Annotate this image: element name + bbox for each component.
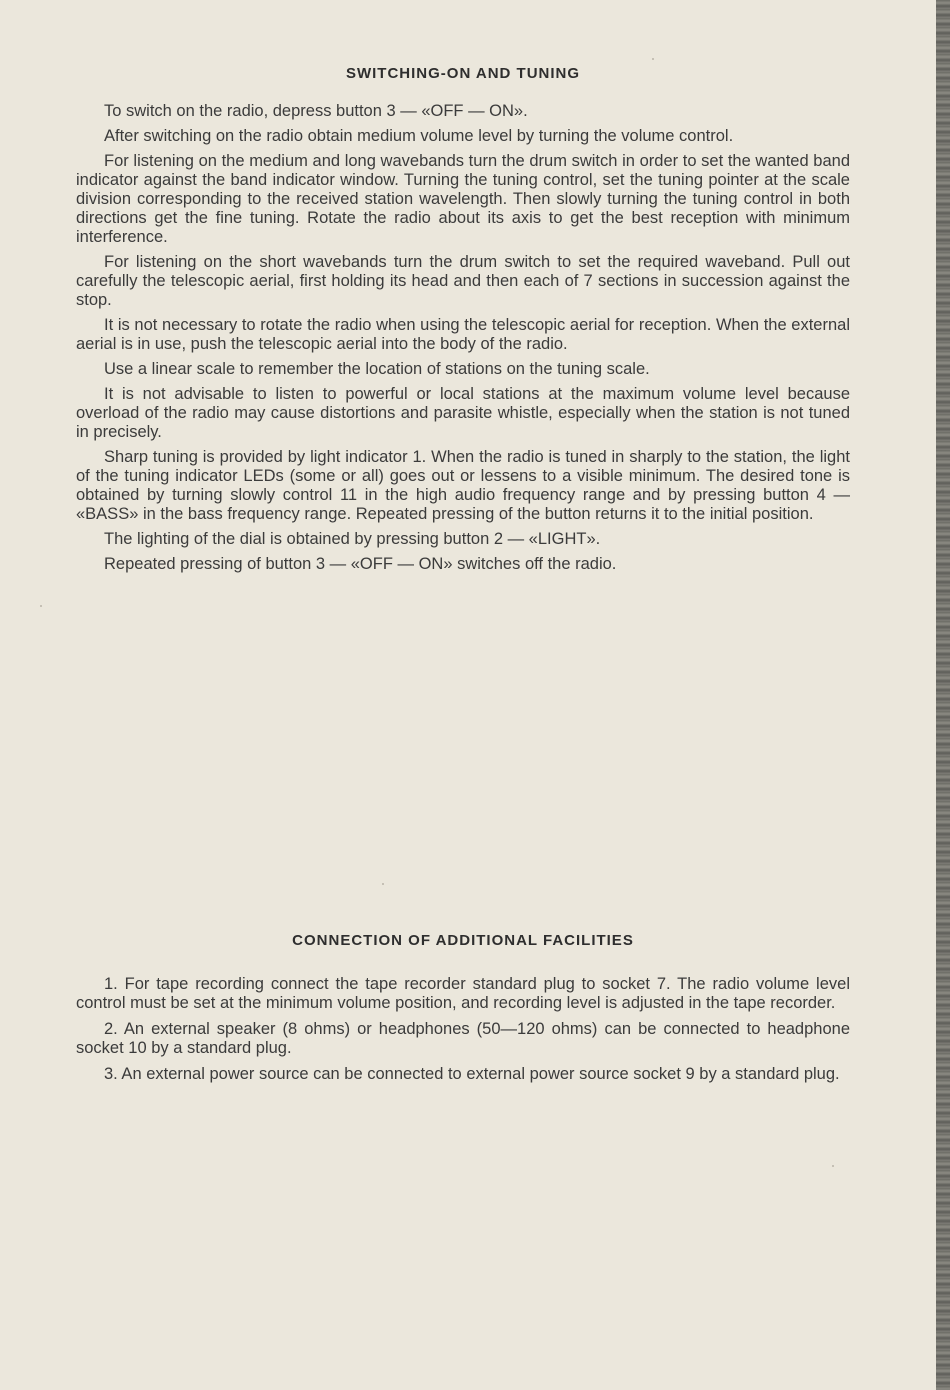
paper-speck bbox=[382, 883, 384, 885]
paragraph: It is not advisable to listen to powerful or local stations at the maximum volume level because overload of the radio may cause distortions and parasite whistle, especially when the station is not tuned in precisely. bbox=[76, 385, 850, 441]
section-title-switching: SWITCHING-ON AND TUNING bbox=[345, 65, 581, 82]
paragraph: It is not necessary to rotate the radio when using the telescopic aerial for reception. When the external aerial is in use, push the telescopic aerial into the body of the radio. bbox=[76, 316, 850, 353]
section-title-connection: CONNECTION OF ADDITIONAL FACILITIES bbox=[292, 932, 634, 949]
paragraph: After switching on the radio obtain medium volume level by turning the volume control. bbox=[104, 127, 734, 145]
connection-section bbox=[76, 932, 850, 1091]
paragraph: For listening on the medium and long wavebands turn the drum switch in order to set the wanted band indicator against the band indicator window. Turning the tuning control, set the tuning pointer at the scale division corresponding to the received station wavelength. Then slowly turning the tuning control in both directions get the fine tuning. Rotate the radio about its axis to get the best reception with minimum interference. bbox=[76, 152, 850, 246]
paragraph: The lighting of the dial is obtained by pressing button 2 — «LIGHT». bbox=[104, 530, 601, 548]
paragraph: Sharp tuning is provided by light indicator 1. When the radio is tuned in sharply to the station, the light of the tuning indicator LEDs (some or all) goes out or lessens to a visible minimum. The desired tone is obtained by turning slowly control 11 in the high audio frequency range and by pressing button 4 — «BASS» in the bass frequency range. Repeated pressing of the button returns it to the initial position. bbox=[76, 448, 850, 523]
switching-on-section bbox=[76, 65, 850, 580]
binding-edge bbox=[936, 0, 950, 1390]
paragraph: 3. An external power source can be connected to external power source socket 9 by a standard plug. bbox=[104, 1065, 840, 1083]
paragraph: 2. An external speaker (8 ohms) or headphones (50—120 ohms) can be connected to headphone socket 10 by a standard plug. bbox=[76, 1020, 850, 1057]
paper-speck bbox=[652, 58, 654, 60]
paragraph: Use a linear scale to remember the location of stations on the tuning scale. bbox=[104, 360, 650, 378]
paper-speck bbox=[40, 605, 42, 607]
paragraph: For listening on the short wavebands turn the drum switch to set the required waveband. Pull out carefully the telescopic aerial, first holding its head and then each of 7 sections in succession against the stop. bbox=[76, 253, 850, 309]
paragraph: To switch on the radio, depress button 3 — «OFF — ON». bbox=[104, 102, 528, 120]
paragraph: 1. For tape recording connect the tape recorder standard plug to socket 7. The radio volume level control must be set at the minimum volume position, and recording level is adjusted in the tape recorder. bbox=[76, 975, 850, 1012]
paragraph: Repeated pressing of button 3 — «OFF — ON» switches off the radio. bbox=[104, 555, 617, 573]
paper-speck bbox=[832, 1165, 834, 1167]
